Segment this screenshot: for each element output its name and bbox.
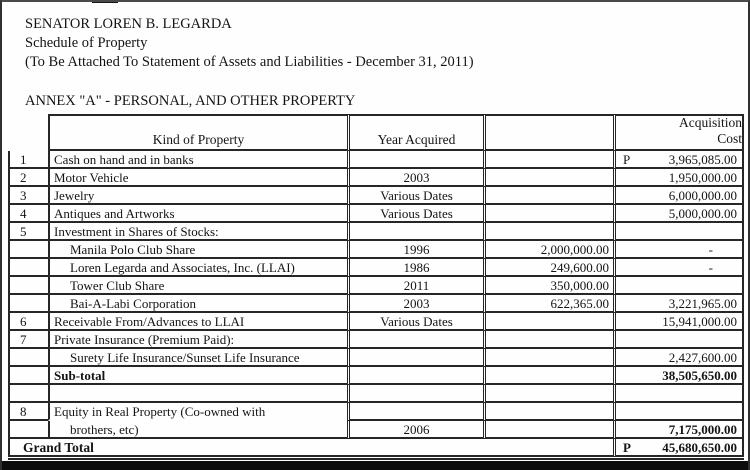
year-acquired-cell: 2006 (347, 421, 483, 439)
year-acquired-cell: 1986 (347, 259, 483, 277)
amount-cell (483, 331, 613, 349)
cost-value: 45,680,650.00 (662, 440, 737, 455)
cost-value: 7,175,000.00 (668, 422, 737, 437)
row-number-cell: 7 (8, 331, 48, 349)
year-acquired-cell: 2003 (347, 295, 483, 313)
year-acquired-cell: 1996 (347, 241, 483, 259)
acquisition-cost-cell (613, 313, 744, 331)
document-title: Schedule of Property (25, 35, 148, 51)
property-name-cell: Cash on hand and in banks (48, 151, 347, 169)
property-name-cell: Tower Club Share (48, 277, 347, 295)
amount-cell (483, 223, 613, 241)
acquisition-cost-cell (613, 205, 744, 223)
cost-value: 2,427,600.00 (668, 350, 737, 365)
owner-name: SENATOR LOREN B. LEGARDA (25, 16, 232, 32)
cost-value: 5,000,000.00 (668, 206, 737, 221)
row-number-cell (8, 349, 48, 367)
property-name-cell: Investment in Shares of Stocks: (48, 223, 347, 241)
cost-value: 3,965,085.00 (668, 152, 737, 167)
cost-value: 6,000,000.00 (668, 188, 737, 203)
cost-value: 15,941,000.00 (662, 314, 737, 329)
row-number-cell: 3 (8, 187, 48, 205)
year-acquired-cell (347, 349, 483, 367)
header-year-acquired: Year Acquired (347, 114, 483, 151)
acquisition-cost-cell (613, 151, 744, 169)
row-number-cell: 8 (8, 403, 48, 421)
property-name-cell: Loren Legarda and Associates, Inc. (LLAI) (48, 259, 347, 277)
acquisition-cost-cell (613, 187, 744, 205)
acquisition-cost-cell (613, 277, 744, 295)
grand-total-label-cell: Grand Total (8, 439, 613, 457)
row-number-cell (8, 259, 48, 277)
row-number-cell: 1 (8, 151, 48, 169)
acquisition-cost-cell (613, 241, 744, 259)
acquisition-cost-cell (613, 439, 744, 457)
acquisition-cost-cell (613, 367, 744, 385)
property-name-cell: Bai-A-Labi Corporation (48, 295, 347, 313)
acquisition-cost-cell (613, 349, 744, 367)
header-number-cell (8, 114, 48, 151)
row-number-cell (8, 277, 48, 295)
year-acquired-cell: 2003 (347, 169, 483, 187)
property-name-cell: Manila Polo Club Share (48, 241, 347, 259)
amount-cell (483, 313, 613, 331)
property-name-cell: brothers, etc) (48, 421, 347, 439)
header-blank-column (483, 114, 613, 151)
document-header (25, 15, 474, 72)
year-acquired-cell (347, 403, 483, 421)
amount-cell (483, 367, 613, 385)
amount-cell (483, 421, 613, 439)
year-acquired-cell (347, 367, 483, 385)
row-number-cell: 4 (8, 205, 48, 223)
property-name-cell: Sub-total (48, 367, 347, 385)
row-number-cell (8, 421, 48, 439)
year-acquired-cell (347, 385, 483, 403)
year-acquired-cell (347, 151, 483, 169)
property-name-cell: Antiques and Artworks (48, 205, 347, 223)
acquisition-cost-cell (613, 421, 744, 439)
property-name-cell: Surety Life Insurance/Sunset Life Insurance (48, 349, 347, 367)
amount-cell (483, 403, 613, 421)
row-number-cell: 5 (8, 223, 48, 241)
year-acquired-cell: Various Dates (347, 187, 483, 205)
property-name-cell (48, 385, 347, 403)
row-number-cell: 6 (8, 313, 48, 331)
property-name-cell: Motor Vehicle (48, 169, 347, 187)
scan-artifact (92, 0, 118, 3)
header-acquisition-cost (613, 114, 744, 151)
property-name-cell: Jewelry (48, 187, 347, 205)
cost-value: - (708, 242, 713, 257)
year-acquired-cell: Various Dates (347, 313, 483, 331)
amount-cell (483, 205, 613, 223)
peso-sign: P (623, 152, 631, 167)
amount-cell: 350,000.00 (483, 277, 613, 295)
row-number-cell (8, 367, 48, 385)
peso-sign: P (623, 440, 631, 455)
acquisition-cost-cell (613, 295, 744, 313)
header-acquisition-line1: Acquisition (679, 115, 742, 130)
amount-cell: 249,600.00 (483, 259, 613, 277)
amount-cell (483, 169, 613, 187)
amount-cell (483, 151, 613, 169)
row-number-cell (8, 385, 48, 403)
cost-value: 38,505,650.00 (662, 368, 737, 383)
acquisition-cost-cell (613, 403, 744, 421)
annex-heading: ANNEX "A" - PERSONAL, AND OTHER PROPERTY (25, 93, 356, 109)
year-acquired-cell: 2011 (347, 277, 483, 295)
acquisition-cost-cell (613, 259, 744, 277)
document-subtitle: (To Be Attached To Statement of Assets and Liabilities - December 31, 2011) (25, 54, 474, 70)
acquisition-cost-cell (613, 169, 744, 187)
year-acquired-cell (347, 223, 483, 241)
acquisition-cost-cell (613, 331, 744, 349)
year-acquired-cell (347, 331, 483, 349)
scan-edge-bar (0, 461, 750, 470)
amount-cell: 622,365.00 (483, 295, 613, 313)
cost-value: - (708, 260, 713, 275)
property-name-cell: Equity in Real Property (Co-owned with (48, 403, 347, 421)
row-number-cell (8, 241, 48, 259)
cost-value: 3,221,965.00 (668, 296, 737, 311)
header-kind-of-property: Kind of Property (48, 114, 347, 151)
property-name-cell: Private Insurance (Premium Paid): (48, 331, 347, 349)
cost-value: 1,950,000.00 (668, 170, 737, 185)
amount-cell: 2,000,000.00 (483, 241, 613, 259)
amount-cell (483, 349, 613, 367)
row-number-cell (8, 295, 48, 313)
acquisition-cost-cell (613, 223, 744, 241)
amount-cell (483, 187, 613, 205)
property-table (8, 114, 744, 457)
row-number-cell: 2 (8, 169, 48, 187)
year-acquired-cell: Various Dates (347, 205, 483, 223)
property-name-cell: Receivable From/Advances to LLAI (48, 313, 347, 331)
table-bottom-double-line (8, 458, 744, 460)
amount-cell (483, 385, 613, 403)
header-acquisition-line2: Cost (717, 131, 742, 146)
acquisition-cost-cell (613, 385, 744, 403)
